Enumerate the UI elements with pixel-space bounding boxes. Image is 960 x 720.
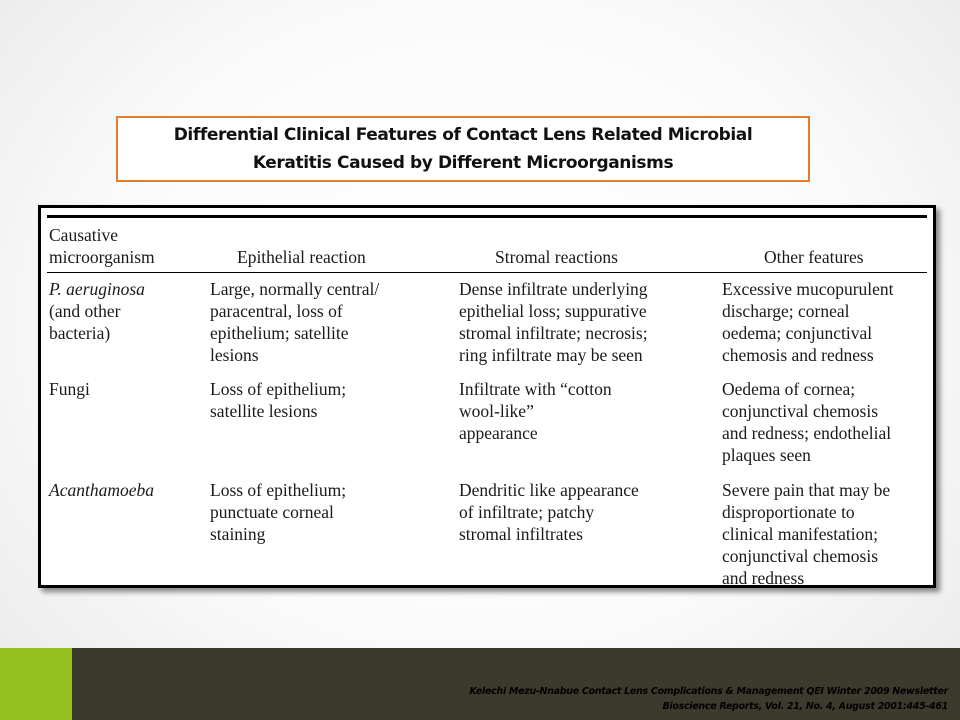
row3-stromal: Dendritic like appearance of infiltrate; patchy stromal infiltrates bbox=[459, 480, 639, 544]
features-table bbox=[38, 205, 936, 588]
header-epithelial-reaction: Epithelial reaction bbox=[237, 247, 366, 267]
table-top-rule bbox=[47, 215, 927, 218]
row1-organism-note: (and other bacteria) bbox=[49, 301, 121, 343]
row2-stromal: Infiltrate with “cotton wool-like” appearance bbox=[459, 379, 612, 443]
citation-newsletter: Kelechi Mezu-Nnabue Contact Lens Complications & Management QEI Winter 2009 Newsletter bbox=[469, 686, 948, 697]
row1-other: Excessive mucopurulent discharge; corneal oedema; conjunctival chemosis and redness bbox=[722, 279, 894, 365]
slide-title-line-2: Keratitis Caused by Different Microorganisms bbox=[252, 153, 674, 173]
row3-other: Severe pain that may be disproportionate to clinical manifestation; conjunctival chemosis and redness bbox=[722, 480, 891, 588]
row3-epithelial: Loss of epithelium; punctuate corneal staining bbox=[210, 480, 347, 544]
slide-title-line-1: Differential Clinical Features of Contact Lens Related Microbial bbox=[173, 125, 753, 145]
row1-stromal: Dense infiltrate underlying epithelial loss; suppurative stromal infiltrate; necrosis; ring infiltrate may be seen bbox=[459, 279, 648, 365]
slide-title-box bbox=[116, 116, 810, 182]
row2-epithelial: Loss of epithelium; satellite lesions bbox=[210, 379, 347, 421]
footer-accent-block bbox=[0, 648, 72, 720]
header-causative-microorganism: Causative microorganism bbox=[49, 225, 155, 267]
row1-epithelial: Large, normally central/ paracentral, loss of epithelium; satellite lesions bbox=[210, 279, 380, 365]
row3-organism: Acanthamoeba bbox=[49, 480, 154, 500]
header-stromal-reactions: Stromal reactions bbox=[495, 247, 618, 267]
row2-organism: Fungi bbox=[49, 379, 90, 399]
row1-organism: P. aeruginosa bbox=[49, 279, 145, 299]
citation-journal: Bioscience Reports, Vol. 21, No. 4, August 2001:445-461 bbox=[662, 701, 948, 712]
header-other-features: Other features bbox=[764, 247, 864, 267]
table-header-rule bbox=[47, 272, 927, 273]
row2-other: Oedema of cornea; conjunctival chemosis and redness; endothelial plaques seen bbox=[722, 379, 892, 465]
